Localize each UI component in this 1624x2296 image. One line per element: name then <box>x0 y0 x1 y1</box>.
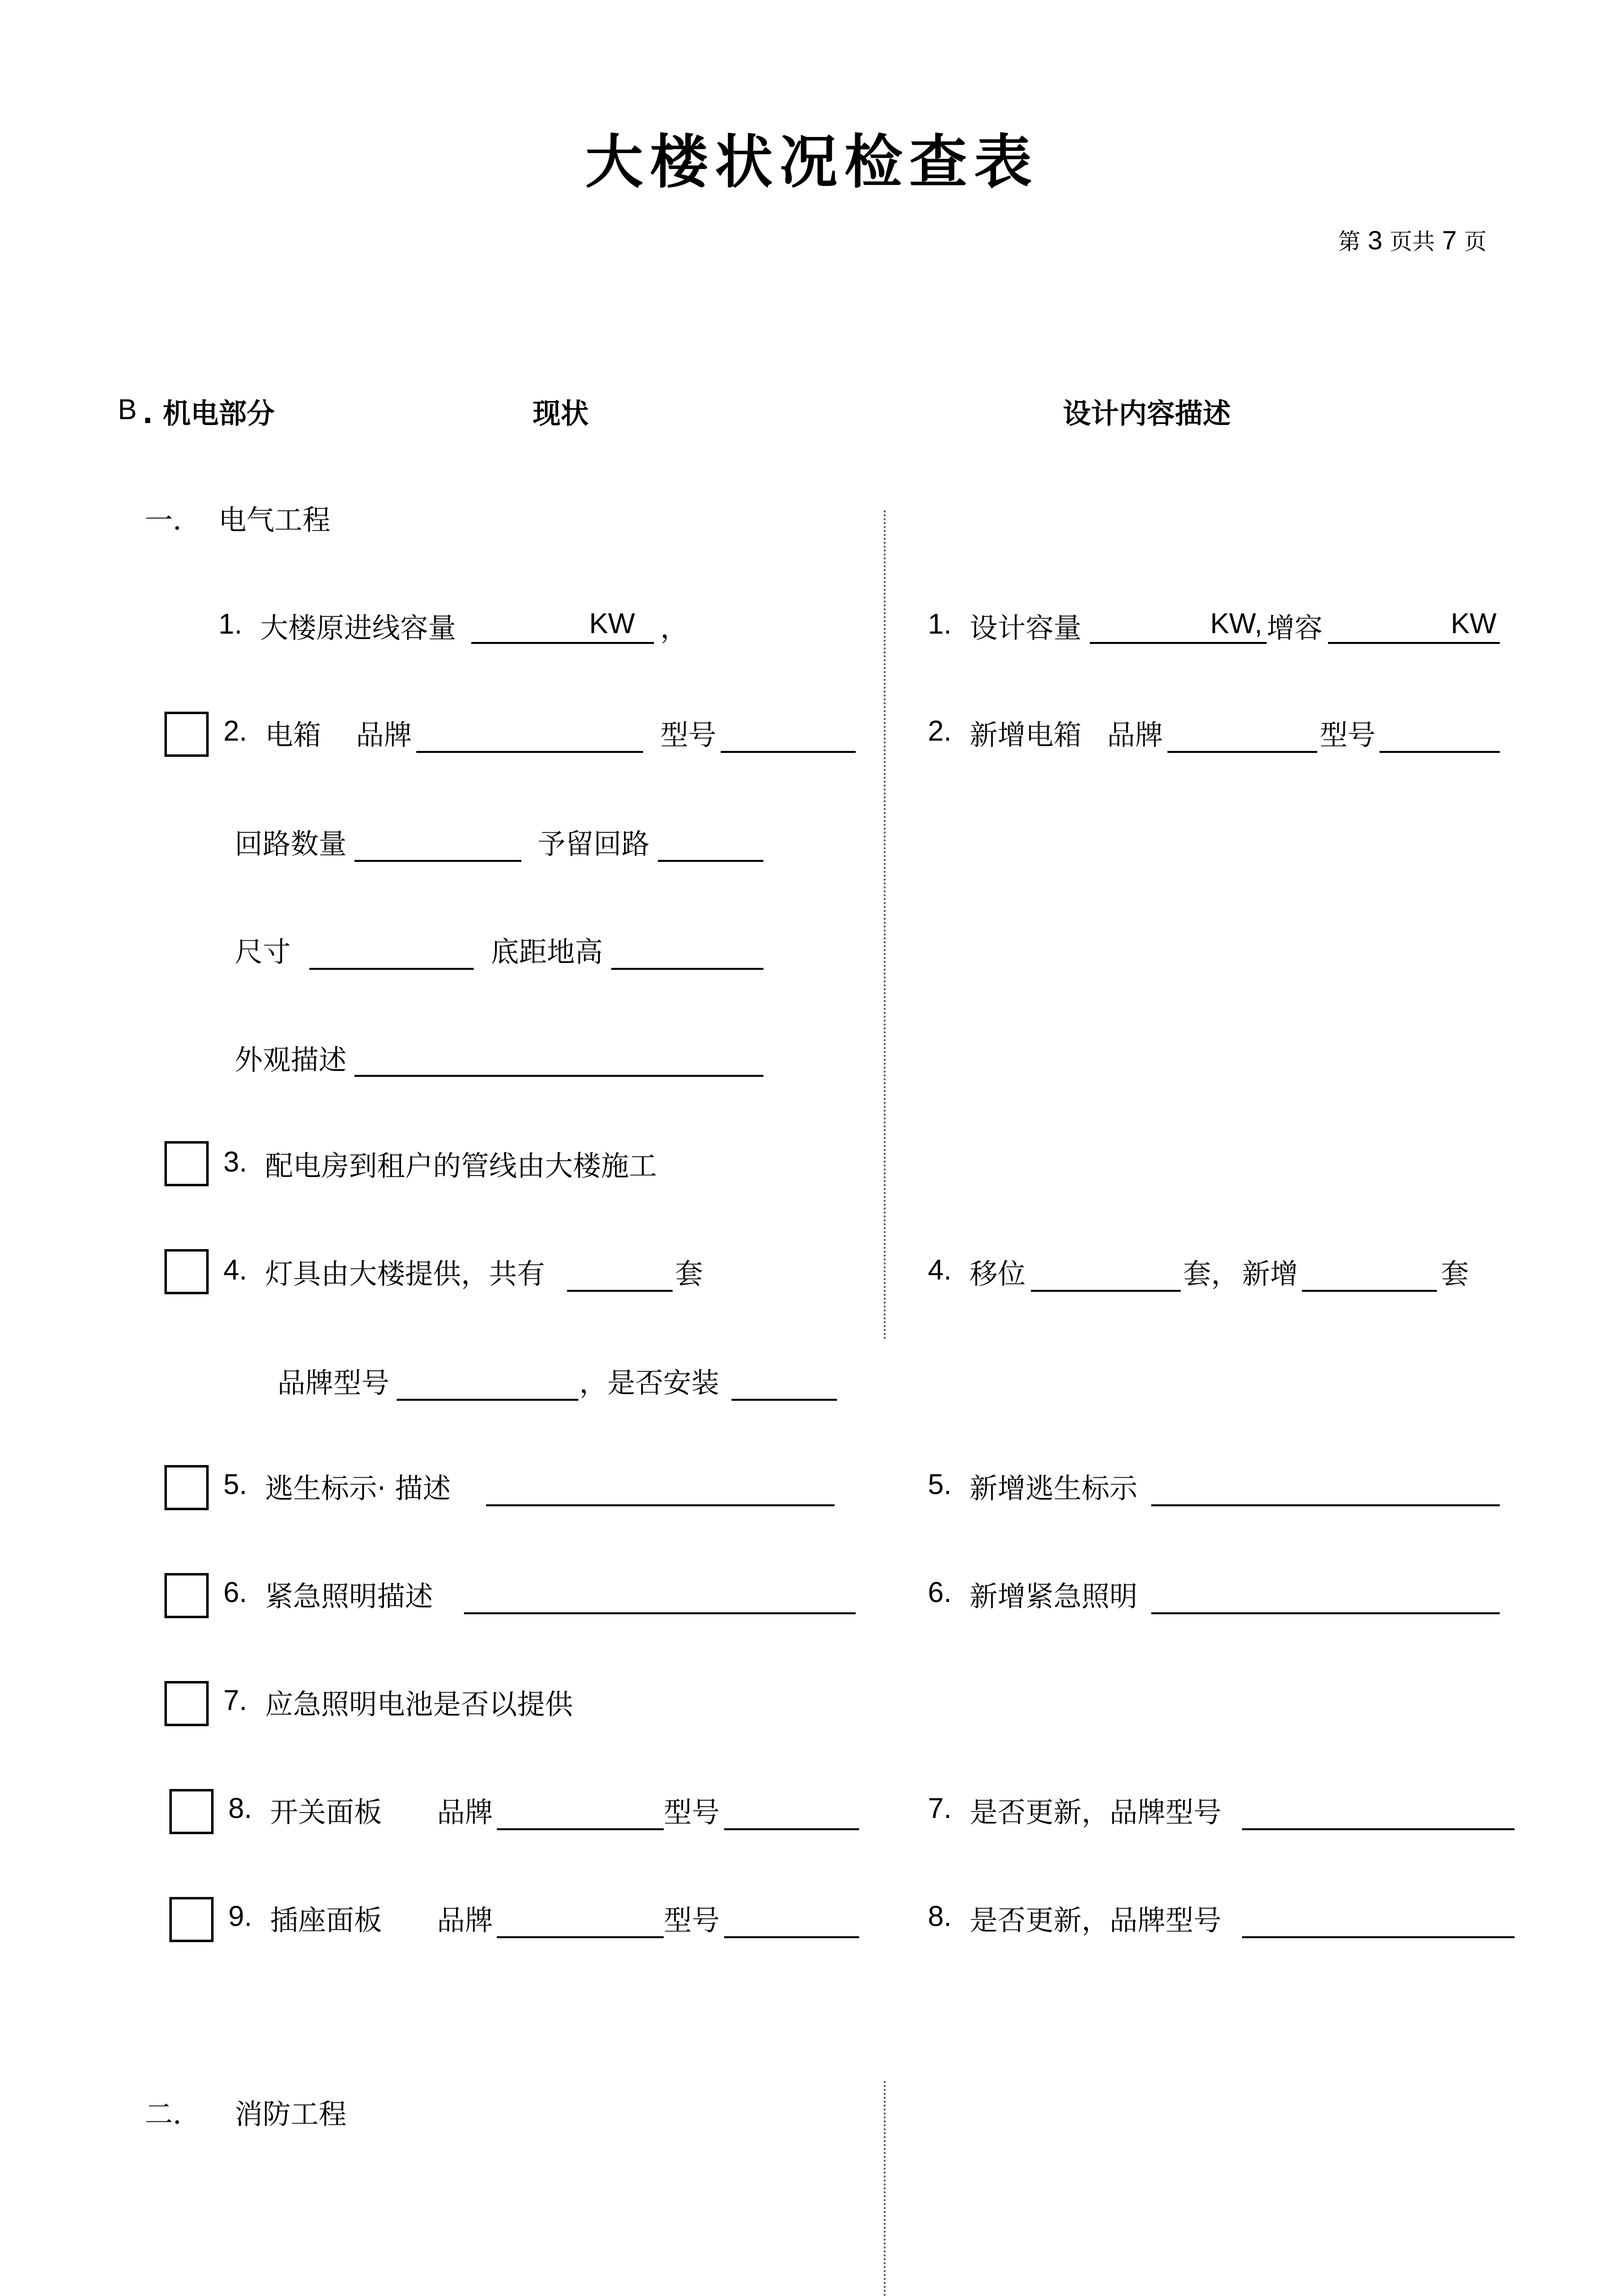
design-1-label: 设计容量 <box>970 612 1082 644</box>
item-9-brand-label: 品牌 <box>437 1904 493 1937</box>
pager-suffix: 页 <box>1464 228 1487 255</box>
item-1-tail: ， <box>660 612 688 644</box>
item-6-label: 紧急照明描述 <box>265 1580 433 1613</box>
item-8-brand-field[interactable] <box>497 1828 664 1830</box>
design-5-label: 新增逃生标示 <box>970 1472 1137 1505</box>
electrical-heading-number: 一． <box>145 504 201 536</box>
item-9-brand-field[interactable] <box>497 1936 664 1938</box>
item-1-unit: KW <box>589 608 635 640</box>
design-2-number: 2. <box>928 715 952 747</box>
item-2-height-field[interactable] <box>611 968 763 970</box>
item-9-number: 9. <box>228 1900 252 1932</box>
item-8-label: 开关面板 <box>270 1796 382 1829</box>
item-5-label: 逃生标示· 描述 <box>265 1472 451 1505</box>
item-2-size-field[interactable] <box>309 968 474 970</box>
item-8-checkbox[interactable] <box>169 1789 214 1834</box>
item-2-circuits-field[interactable] <box>354 860 521 862</box>
design-2-model-field[interactable] <box>1380 751 1500 753</box>
item-5-checkbox[interactable] <box>164 1465 209 1510</box>
item-6-description-field[interactable] <box>464 1612 856 1614</box>
item-8-number: 8. <box>228 1792 252 1824</box>
design-4-unit1: 套， <box>1183 1258 1239 1290</box>
item-8-model-field[interactable] <box>724 1828 859 1830</box>
item-4-brand-model-label: 品牌型号 <box>277 1367 389 1399</box>
item-8-model-label: 型号 <box>664 1796 720 1829</box>
design-2-brand-field[interactable] <box>1167 751 1317 753</box>
design-2-brand-label: 品牌 <box>1107 719 1163 751</box>
item-2-number: 2. <box>223 715 247 747</box>
item-5-number: 5. <box>223 1468 247 1500</box>
item-2-height-label: 底距地高 <box>491 936 603 968</box>
item-9-model-field[interactable] <box>724 1936 859 1938</box>
design-5-number: 5. <box>928 1468 952 1500</box>
design-7-label: 是否更新，品牌型号 <box>970 1796 1221 1829</box>
page-counter <box>1338 223 1487 259</box>
item-4-number: 4. <box>223 1254 247 1286</box>
design-1-unit1: KW, <box>1210 608 1263 640</box>
design-1-unit2: KW <box>1451 608 1497 640</box>
item-4-label: 灯具由大楼提供，共有 <box>265 1258 545 1290</box>
item-2-size-label: 尺寸 <box>235 936 291 968</box>
design-6-label: 新增紧急照明 <box>970 1580 1137 1613</box>
item-7-checkbox[interactable] <box>164 1681 209 1726</box>
item-8-brand-label: 品牌 <box>437 1796 493 1829</box>
design-8-field[interactable] <box>1242 1936 1515 1938</box>
design-6-number: 6. <box>928 1576 952 1608</box>
design-4-unit2: 套 <box>1441 1258 1469 1290</box>
section-name: . 机电部分 <box>142 398 275 430</box>
pager-mid: 页共 <box>1389 228 1435 255</box>
design-1-number: 1. <box>928 608 952 640</box>
item-1-number: 1. <box>218 608 243 640</box>
pager-prefix: 第 <box>1338 228 1361 255</box>
item-3-number: 3. <box>223 1146 247 1178</box>
item-9-checkbox[interactable] <box>169 1897 214 1942</box>
item-2-reserved-label: 予留回路 <box>538 828 650 860</box>
column-header-design: 设计内容描述 <box>1063 398 1231 430</box>
item-1-capacity-field[interactable] <box>471 642 654 644</box>
item-4-installed-field[interactable] <box>731 1399 837 1401</box>
column-divider <box>884 510 886 1340</box>
design-4-add-label: 新增 <box>1242 1258 1298 1290</box>
design-1-increase-field[interactable] <box>1328 642 1500 644</box>
item-2-reserved-field[interactable] <box>658 860 763 862</box>
design-2-model-label: 型号 <box>1320 719 1376 751</box>
item-2-model-label: 型号 <box>660 719 716 751</box>
electrical-heading: 电气工程 <box>218 504 330 536</box>
item-1-label: 大楼原进线容量 <box>260 612 456 644</box>
item-3-label: 配电房到租户的管线由大楼施工 <box>265 1150 657 1182</box>
design-4-number: 4. <box>928 1254 952 1286</box>
design-1-extra-label: 增容 <box>1267 612 1323 644</box>
design-4-move-field[interactable] <box>1031 1290 1181 1292</box>
design-5-field[interactable] <box>1151 1504 1500 1506</box>
fire-heading-number: 二． <box>145 2098 201 2131</box>
item-2-appearance-label: 外观描述 <box>235 1044 347 1076</box>
column-divider-fire <box>884 2081 886 2296</box>
column-header-current: 现状 <box>533 398 589 430</box>
item-3-checkbox[interactable] <box>164 1141 209 1186</box>
item-2-brand-field[interactable] <box>416 751 643 753</box>
design-1-capacity-field[interactable] <box>1090 642 1267 644</box>
item-4-unit: 套 <box>675 1258 703 1290</box>
page-title: 大楼状况检查表 <box>585 128 1039 196</box>
item-2-checkbox[interactable] <box>164 712 209 757</box>
section-letter: B <box>118 394 137 426</box>
item-4-installed-label: ，是否安装 <box>579 1367 719 1399</box>
item-6-number: 6. <box>223 1576 247 1608</box>
pager-current: 3 <box>1368 226 1383 255</box>
fire-heading: 消防工程 <box>235 2098 347 2131</box>
item-9-model-label: 型号 <box>664 1904 720 1937</box>
item-2-brand-label: 品牌 <box>356 719 412 751</box>
item-2-appearance-field[interactable] <box>354 1075 763 1077</box>
item-2-model-field[interactable] <box>721 751 856 753</box>
item-2-label: 电箱 <box>265 719 321 751</box>
design-8-label: 是否更新，品牌型号 <box>970 1904 1221 1937</box>
item-5-description-field[interactable] <box>486 1504 835 1506</box>
design-6-field[interactable] <box>1151 1612 1500 1614</box>
item-4-count-field[interactable] <box>567 1290 673 1292</box>
item-4-brand-model-field[interactable] <box>397 1399 578 1401</box>
pager-total: 7 <box>1442 226 1457 255</box>
item-7-label: 应急照明电池是否以提供 <box>265 1688 573 1721</box>
item-6-checkbox[interactable] <box>164 1573 209 1618</box>
design-4-move-label: 移位 <box>970 1258 1026 1290</box>
item-2-circuits-label: 回路数量 <box>235 828 347 860</box>
design-8-number: 8. <box>928 1900 952 1932</box>
design-4-add-field[interactable] <box>1302 1290 1437 1292</box>
design-7-number: 7. <box>928 1792 952 1824</box>
item-7-number: 7. <box>223 1684 247 1716</box>
design-2-label: 新增电箱 <box>970 719 1082 751</box>
item-4-checkbox[interactable] <box>164 1249 209 1294</box>
design-7-field[interactable] <box>1242 1828 1515 1830</box>
item-9-label: 插座面板 <box>270 1904 382 1937</box>
